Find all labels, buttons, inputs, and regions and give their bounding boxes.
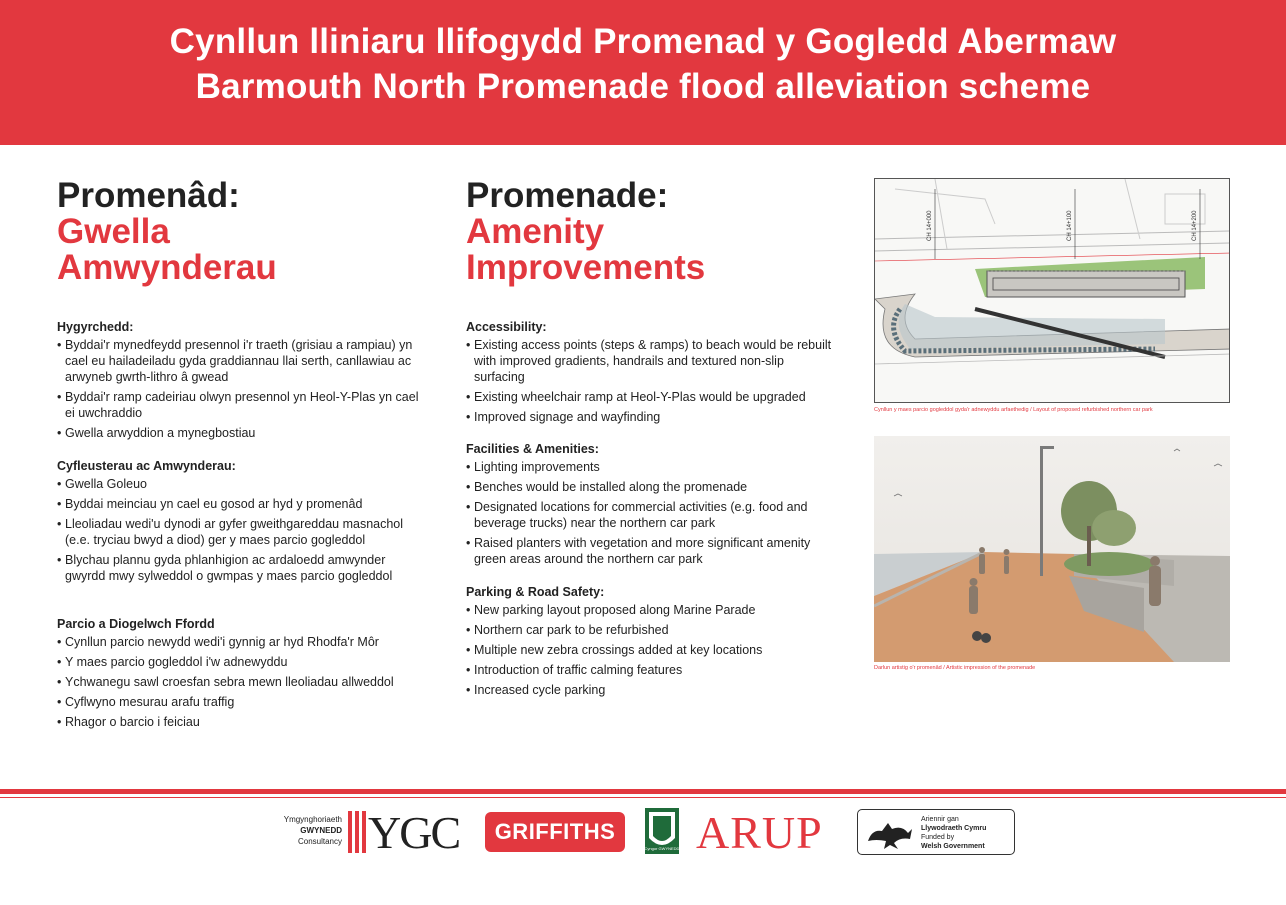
- gwynedd-council-logo: [645, 808, 679, 854]
- bullet-item: • Gwella Goleuo: [57, 477, 147, 491]
- bullet-item: • Ychwanegu sawl croesfan sebra mewn lleoliadau allweddol: [57, 675, 394, 689]
- promenade-artistic-impression: [874, 436, 1230, 662]
- bullet-item: • Designated locations for commercial activities (e.g. food and beverage trucks) near the northern car park: [466, 500, 808, 530]
- english-heading: Promenade:: [466, 176, 669, 215]
- welsh-column: [57, 176, 422, 729]
- bullet-item: • Existing wheelchair ramp at Heol-Y-Plas would be upgraded: [466, 390, 806, 404]
- bullet-item: • Northern car park to be refurbished: [466, 623, 669, 637]
- bullet-item: • Cynllun parcio newydd wedi'i gynnig ar hyd Rhodfa'r Môr: [57, 635, 379, 649]
- section-title: Facilities & Amenities:: [466, 442, 599, 456]
- welsh-government-logo: [857, 809, 1015, 855]
- welsh-government-text: Ariennir gan Llywodraeth Cymru Funded by Welsh Government: [921, 816, 987, 850]
- welsh-section-facilities: [57, 459, 422, 588]
- bullet-item: • Raised planters with vegetation and more significant amenity green areas around the northern car park: [466, 536, 811, 566]
- car-park-layout-plan: [874, 178, 1230, 403]
- section-title: Cyfleusterau ac Amwynderau:: [57, 459, 236, 473]
- english-column: [466, 176, 838, 697]
- bullet-item: • Multiple new zebra crossings added at key locations: [466, 643, 763, 657]
- plan-drawing: [875, 179, 1230, 403]
- ygc-logo-text: Ymgynghoriaeth GWYNEDD Consultancy: [283, 815, 342, 846]
- bullet-item: • Increased cycle parking: [466, 683, 606, 697]
- bullet-item: • Benches would be installed along the promenade: [466, 480, 748, 494]
- bullet-item: • Y maes parcio gogleddol i'w adnewyddu: [57, 655, 288, 669]
- bullet-item: • Introduction of traffic calming features: [466, 663, 683, 677]
- chainage-label: CH 14+100: [1067, 210, 1073, 241]
- section-title: Hygyrchedd:: [57, 320, 134, 334]
- svg-text:Cyngor GWYNEDD: Cyngor GWYNEDD: [645, 846, 679, 851]
- footer-divider: [0, 789, 1286, 794]
- bullet-item: • Cyflwyno mesurau arafu traffig: [57, 695, 235, 709]
- welsh-section-accessibility: [57, 320, 422, 445]
- dragon-icon: [864, 815, 916, 851]
- ygc-logo-bars: [347, 811, 367, 853]
- bullet-item: • Byddai meinciau yn cael eu gosod ar hyd y promenâd: [57, 497, 363, 511]
- bullet-item: • New parking layout proposed along Marine Parade: [466, 603, 756, 617]
- footer-divider-thin: [0, 797, 1286, 798]
- english-section-facilities: [466, 442, 838, 571]
- section-title: Parcio a Diogelwch Ffordd: [57, 617, 215, 631]
- section-title: Parking & Road Safety:: [466, 585, 605, 599]
- welsh-section-parking: [57, 617, 422, 734]
- bullet-item: • Lleoliadau wedi'u dynodi ar gyfer gweithgareddau masnachol (e.e. tryciau bwyd a diod) ger y maes parcio gogleddol: [57, 517, 404, 547]
- welsh-subheading-line1: Gwella: [57, 212, 170, 251]
- english-section-accessibility: [466, 320, 838, 429]
- english-section-parking: [466, 585, 838, 702]
- bullet-item: • Rhagor o barcio i feiciau: [57, 715, 200, 729]
- chainage-label: CH 14+200: [1192, 210, 1198, 241]
- griffiths-logo: GRIFFITHS: [485, 812, 625, 852]
- chainage-label: CH 14+000: [927, 210, 933, 241]
- english-subheading-line1: Amenity: [466, 212, 605, 251]
- bullet-item: • Improved signage and wayfinding: [466, 410, 661, 424]
- bullet-item: • Lighting improvements: [466, 460, 600, 474]
- banner-title-english: Barmouth North Promenade flood alleviation scheme: [195, 67, 1091, 106]
- artistic-impression-caption: Darlun artistig o'r promenâd / Artistic impression of the promenade: [874, 665, 1036, 671]
- welsh-heading: Promenâd:: [57, 176, 240, 215]
- bullet-item: • Existing access points (steps & ramps) to beach would be rebuilt with improved gradients, handrails and textured non-slip surfacing: [466, 338, 832, 384]
- bullet-item: • Byddai'r ramp cadeiriau olwyn presennol yn Heol-Y-Plas yn cael ei uwchraddio: [57, 390, 419, 420]
- artistic-impression-drawing: [874, 436, 1230, 662]
- english-subheading-line2: Improvements: [466, 248, 706, 287]
- title-banner: [0, 0, 1286, 145]
- welsh-subheading-line2: Amwynderau: [57, 248, 277, 287]
- bullet-item: • Gwella arwyddion a mynegbostiau: [57, 426, 256, 440]
- section-title: Accessibility:: [466, 320, 547, 334]
- banner-title-welsh: Cynllun lliniaru llifogydd Promenad y Gogledd Abermaw: [169, 22, 1117, 61]
- bullet-item: • Blychau plannu gyda phlanhigion ac ardaloedd amwynder gwyrdd mwy sylweddol o gwmpas y maes parcio gogleddol: [57, 553, 393, 583]
- ygc-logo-word: YGC: [368, 807, 460, 858]
- plan-caption: Cynllun y maes parcio gogleddol gyda'r adnewyddu arfaethedig / Layout of proposed refurbished northern car park: [874, 407, 1153, 413]
- arup-logo: ARUP: [696, 807, 823, 858]
- bullet-item: • Byddai'r mynedfeydd presennol i'r traeth (grisiau a rampiau) yn cael eu hailadeiladu gyda graddiannau llai serth, canllawiau ac arwyneb gwrth-lithro â gwead: [57, 338, 413, 384]
